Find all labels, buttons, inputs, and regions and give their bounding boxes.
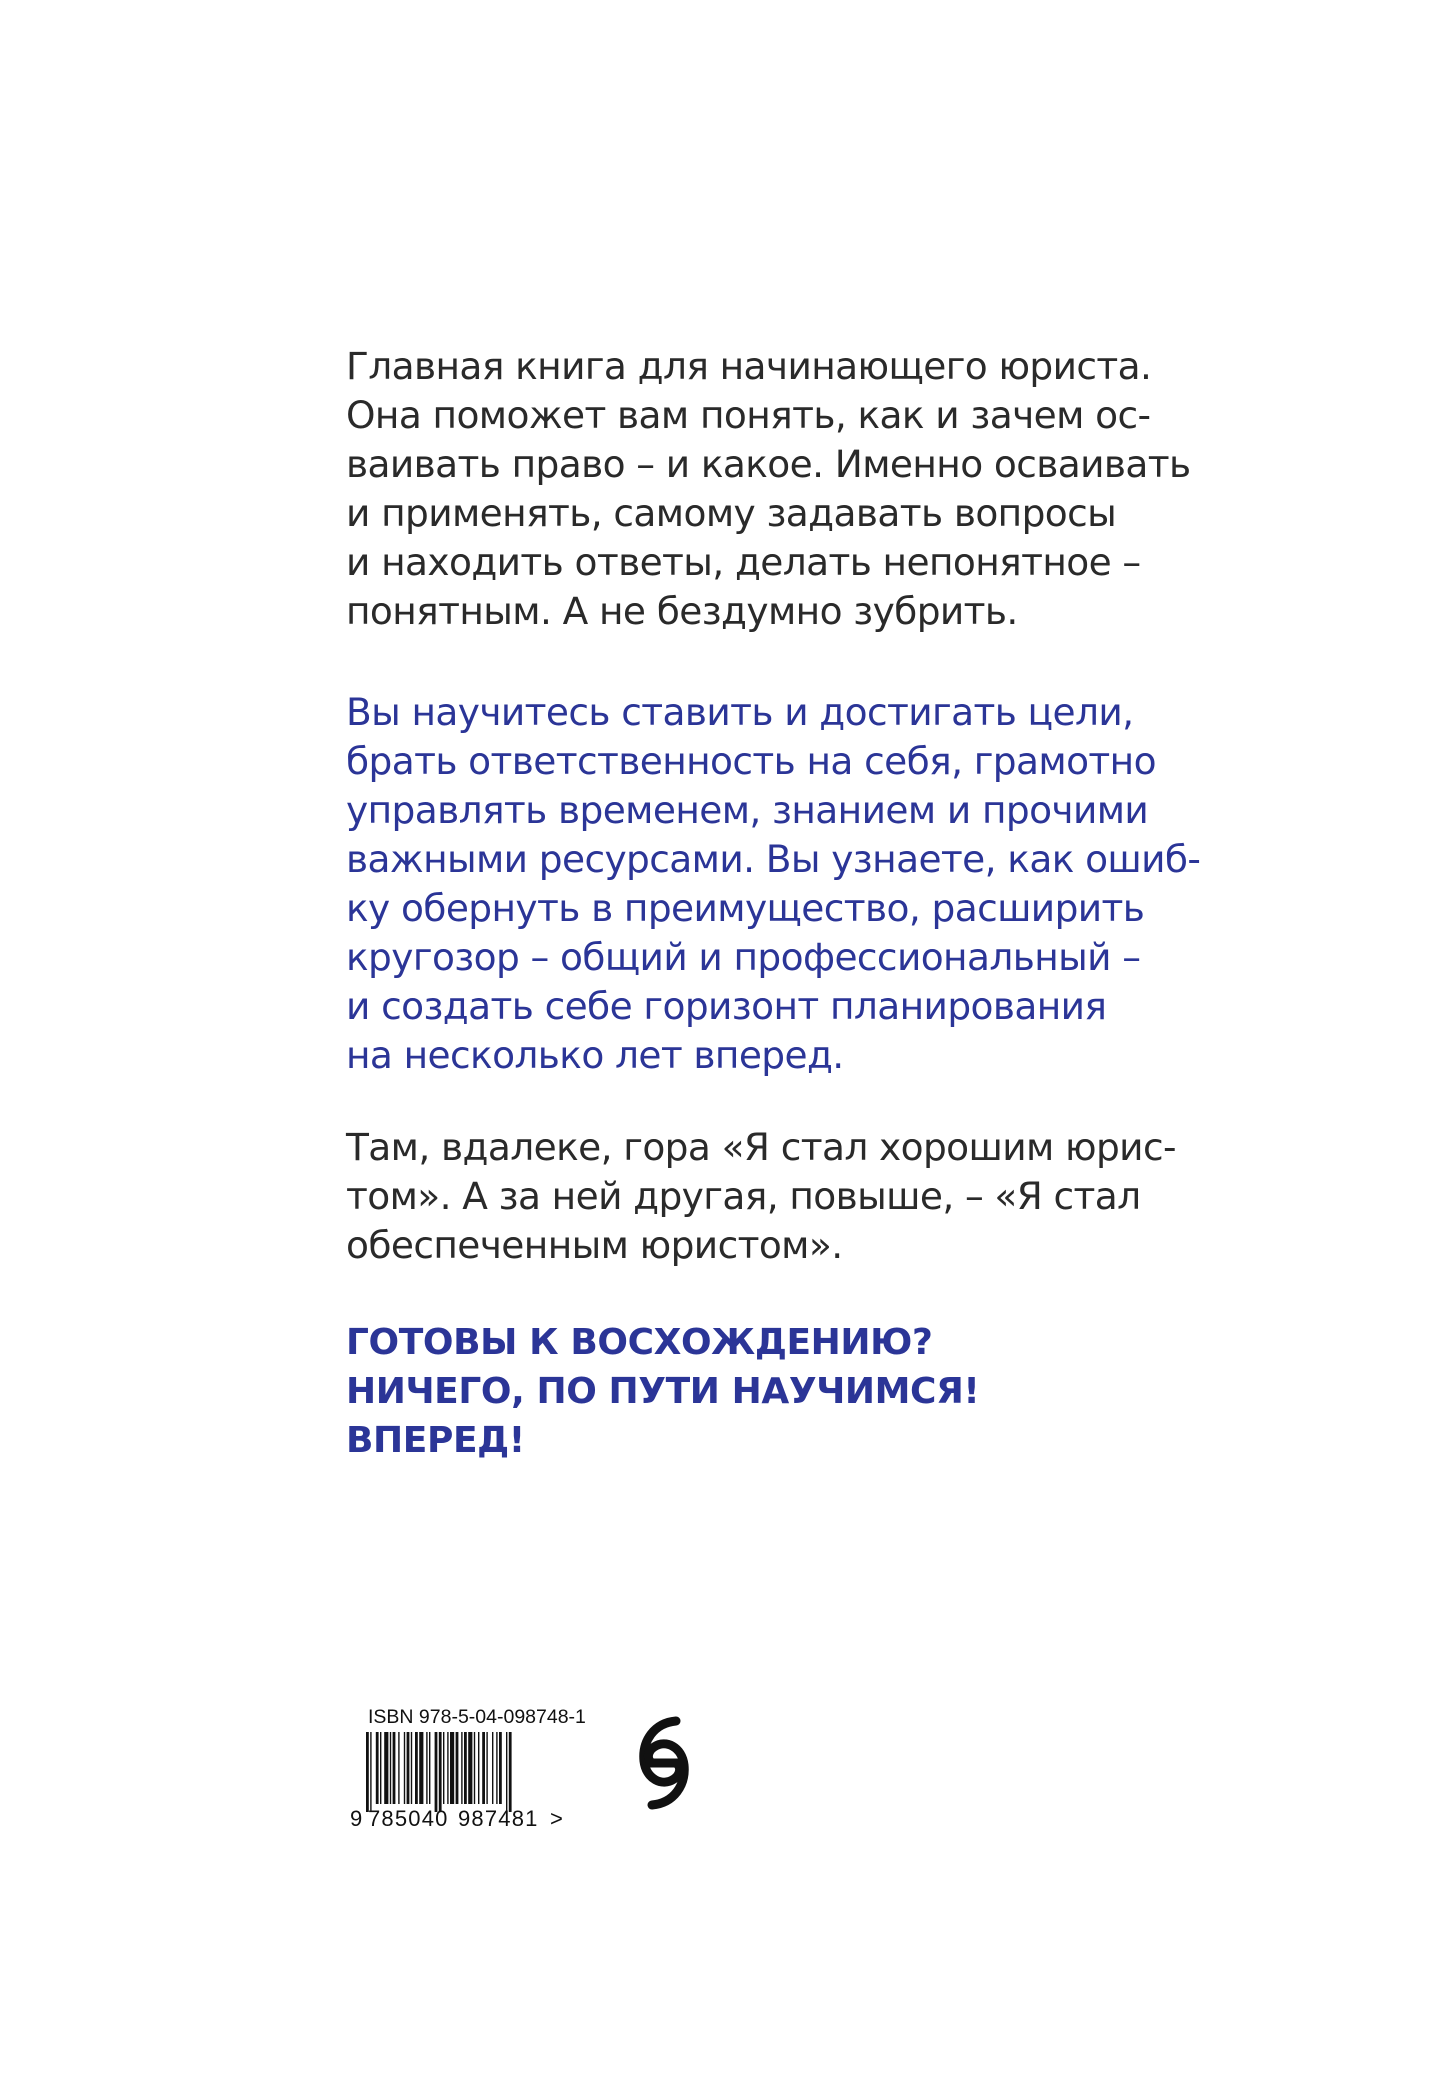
barcode-bar [429, 1732, 430, 1804]
isbn-barcode [346, 1706, 596, 1846]
barcode-bar [468, 1732, 472, 1804]
text-line: понятным. А не бездумно зубрить. [346, 589, 1018, 633]
barcode-bar [447, 1732, 448, 1804]
text-line: ваивать право – и какое. Именно осваивать [346, 442, 1191, 486]
text-line: на несколько лет вперед. [346, 1033, 844, 1077]
text-line: Она поможет вам понять, как и зачем ос- [346, 393, 1151, 437]
barcode-bar [398, 1732, 399, 1804]
barcode-bar [461, 1732, 462, 1804]
barcode-bar [499, 1732, 502, 1804]
barcode-bar [426, 1732, 427, 1804]
text-line: Вы научитесь ставить и достигать цели, [346, 690, 1134, 734]
barcode-bar [456, 1732, 459, 1804]
barcode-bar [478, 1732, 479, 1804]
barcode-bar [376, 1732, 379, 1804]
text-line: брать ответственность на себя, грамотно [346, 739, 1156, 783]
text-line: важными ресурсами. Вы узнаете, как ошиб- [346, 837, 1201, 881]
barcode-bars [366, 1732, 566, 1812]
barcode-bar [415, 1732, 418, 1804]
barcode-bar [407, 1732, 410, 1804]
text-line: том». А за ней другая, повыше, – «Я стал [346, 1174, 1141, 1218]
barcode-bar [404, 1732, 405, 1804]
text-line: управлять временем, знанием и прочими [346, 788, 1149, 832]
barcode-bar [506, 1732, 507, 1812]
barcode-bar [380, 1732, 381, 1804]
barcode-bar [411, 1732, 412, 1804]
barcode-bar [384, 1732, 388, 1804]
barcode-bar [370, 1732, 371, 1812]
text-line: обеспеченным юристом». [346, 1223, 843, 1267]
barcode-bar [435, 1732, 438, 1812]
cta-line: НИЧЕГО, ПО ПУТИ НАУЧИМСЯ! [346, 1371, 980, 1412]
cta-line: ГОТОВЫ К ВОСХОЖДЕНИЮ? [346, 1322, 933, 1363]
barcode-bar [496, 1732, 497, 1804]
paragraph-mountain [346, 1123, 1176, 1270]
barcode-end-marker: > [550, 1806, 563, 1831]
text-line: и находить ответы, делать непонятное – [346, 540, 1141, 584]
text-line: Главная книга для начинающего юриста. [346, 344, 1152, 388]
text-line: кругозор – общий и профессиональный – [346, 935, 1141, 979]
barcode-bar [492, 1732, 493, 1804]
barcode-bar [474, 1732, 475, 1804]
text-line: ку обернуть в преимущество, расширить [346, 886, 1145, 930]
barcode-bar [464, 1732, 467, 1804]
barcode-bar [419, 1732, 423, 1804]
barcode-digit-group-left: 785040 [368, 1806, 449, 1831]
barcode-bar [482, 1732, 485, 1804]
paragraph-benefits [346, 688, 1201, 1080]
paragraph-intro [346, 342, 1191, 636]
cta-line: ВПЕРЕД! [346, 1420, 525, 1461]
barcode-bar [393, 1732, 396, 1804]
barcode-bar [450, 1732, 454, 1804]
barcode-digit-group-right: 987481 [458, 1806, 539, 1831]
barcode-digit-first: 9 [350, 1806, 363, 1831]
text-line: и создать себе горизонт планирования [346, 984, 1107, 1028]
barcode-bar [443, 1732, 444, 1804]
text-line: Там, вдалеке, гора «Я стал хорошим юрис- [346, 1125, 1176, 1169]
publisher-logo-icon [636, 1715, 692, 1811]
barcode-bar [439, 1732, 442, 1812]
call-to-action [346, 1318, 979, 1465]
barcode-bar [509, 1732, 512, 1812]
barcode-bar [486, 1732, 487, 1804]
text-line: и применять, самому задавать вопросы [346, 491, 1117, 535]
barcode-bar [366, 1732, 369, 1812]
isbn-label: ISBN 978-5-04-098748-1 [368, 1706, 586, 1728]
barcode-bar [390, 1732, 391, 1804]
